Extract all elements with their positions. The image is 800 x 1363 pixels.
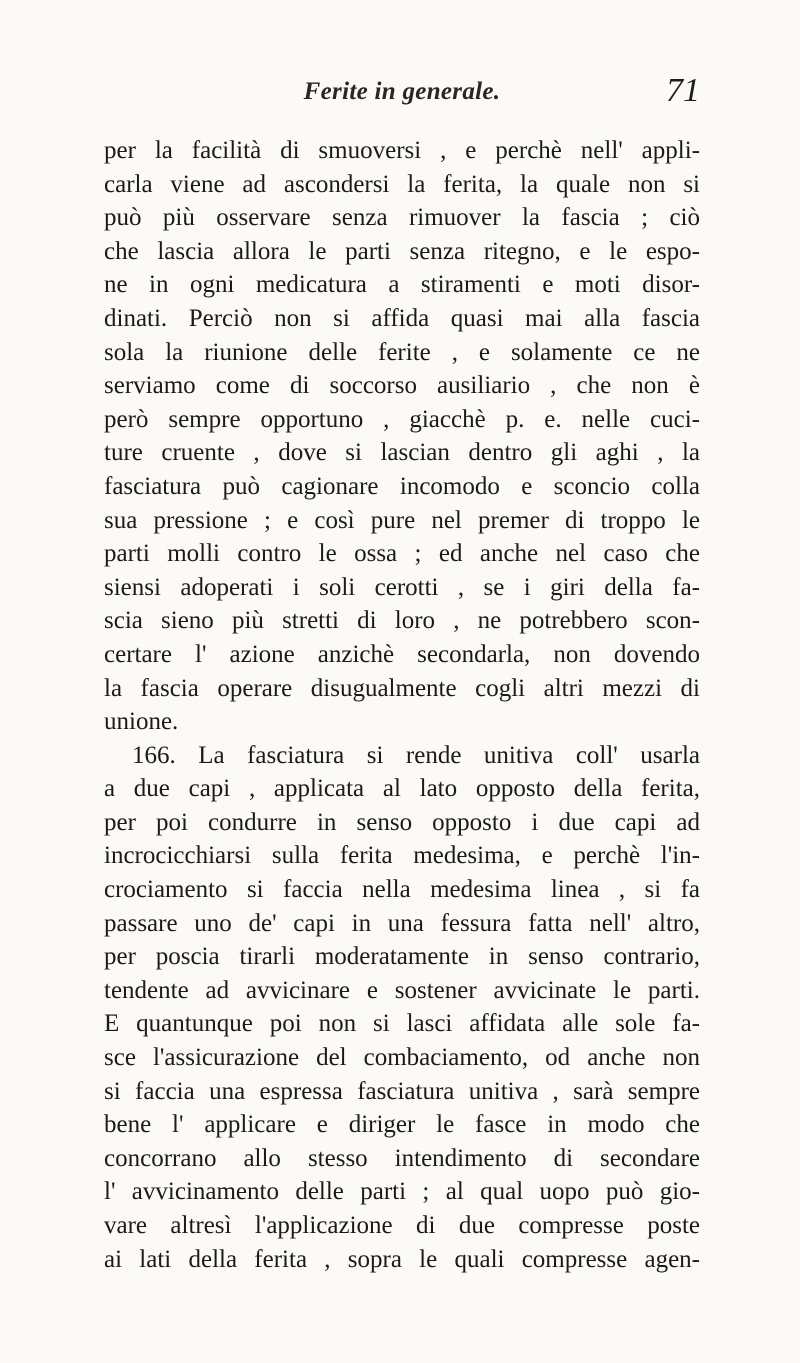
- text-line: tendente ad avvicinare e sostener avvicinate le parti.: [104, 976, 700, 1004]
- text-line: per la facilità di smuoversi , e perchè nell' appli-: [104, 137, 700, 164]
- text-line: che lascia allora le parti senza ritegno, e le espo-: [104, 237, 700, 265]
- text-line: fasciatura può cagionare incomodo e sconcio colla: [104, 472, 700, 500]
- text-line: può più osservare senza rimuover la fascia ; ciò: [104, 204, 700, 232]
- page-number: 71: [666, 72, 700, 109]
- text-line: ne in ogni medicatura a stiramenti e moti disor-: [104, 271, 700, 299]
- text-line: parti molli contro le ossa ; ed anche nel caso che: [104, 540, 700, 568]
- text-line: concorrano allo stesso intendimento di secondare: [104, 1144, 700, 1172]
- text-line: ai lati della ferita , sopra le quali compresse agen-: [104, 1245, 700, 1273]
- text-line: siensi adoperati i soli cerotti , se i giri della fa-: [104, 573, 700, 601]
- text-line: E quantunque poi non si lasci affidata alle sole fa-: [104, 1010, 700, 1038]
- text-line: ture cruente , dove si lascian dentro gli aghi , la: [104, 439, 700, 467]
- text-line: a due capi , applicata al lato opposto della ferita,: [104, 775, 700, 803]
- text-line: l' avvicinamento delle parti ; al qual uopo può gio-: [104, 1178, 700, 1206]
- text-line: certare l' azione anzichè secondarla, non dovendo: [104, 640, 700, 668]
- text-line: passare uno de' capi in una fessura fatta nell' altro,: [104, 909, 700, 937]
- text-line: però sempre opportuno , giacchè p. e. nelle cuci-: [104, 405, 700, 433]
- text-line: crociamento si faccia nella medesima linea , si fa: [104, 876, 700, 904]
- text-line: serviamo come di soccorso ausiliario , che non è: [104, 372, 700, 400]
- text-line: scia sieno più stretti di loro , ne potrebbero scon-: [104, 607, 700, 635]
- text-line: vare altresì l'applicazione di due compresse poste: [104, 1212, 700, 1239]
- text-line: si faccia una espressa fasciatura unitiva , sarà sempre: [104, 1077, 700, 1105]
- running-title: Ferite in generale.: [303, 78, 501, 105]
- text-line: sce l'assicurazione del combaciamento, od anche non: [104, 1044, 700, 1072]
- text-line: per poi condurre in senso opposto i due capi ad: [104, 808, 700, 836]
- text-line: sola la riunione delle ferite , e solamente ce ne: [104, 338, 700, 366]
- paragraph-end-line: unione.: [104, 708, 179, 736]
- text-line: incrocicchiarsi sulla ferita medesima, e perchè l'in-: [104, 842, 700, 870]
- running-head: [104, 72, 700, 116]
- text-line: la fascia operare disugualmente cogli altri mezzi di: [104, 674, 700, 702]
- text-line: per poscia tirarli moderatamente in senso contrario,: [104, 943, 700, 971]
- section-first-line: 166. La fasciatura si rende unitiva coll' usarla: [132, 741, 700, 769]
- text-line: carla viene ad ascondersi la ferita, la quale non si: [104, 170, 700, 198]
- text-line: sua pressione ; e così pure nel premer di troppo le: [104, 506, 700, 534]
- text-line: dinati. Perciò non si affida quasi mai alla fascia: [104, 304, 700, 332]
- text-line: bene l' applicare e diriger le fasce in modo che: [104, 1111, 700, 1139]
- body-text: [104, 134, 700, 1276]
